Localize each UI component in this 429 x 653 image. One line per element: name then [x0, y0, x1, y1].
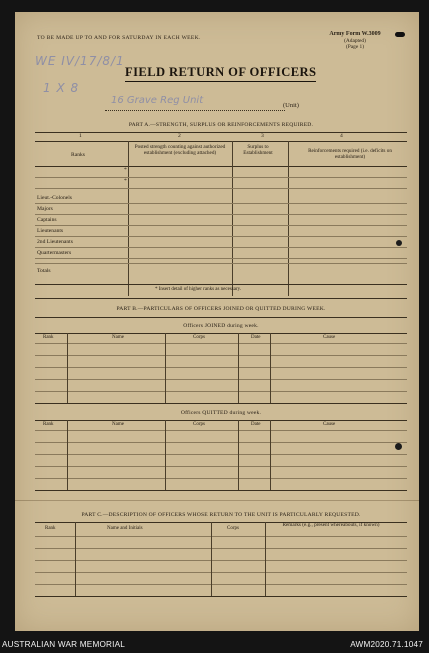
fold-line — [15, 500, 419, 501]
grid-line — [35, 247, 407, 248]
page-title: FIELD RETURN OF OFFICERS — [125, 65, 316, 82]
column-divider — [75, 522, 76, 596]
form-adapted: (Adapted) — [344, 37, 366, 44]
grid-line — [35, 367, 407, 368]
grid-line — [35, 214, 407, 215]
archive-id: AWM2020.71.1047 — [350, 640, 423, 649]
grid-line — [35, 584, 407, 585]
col-header-cause: Cause — [323, 335, 336, 340]
divider — [35, 284, 407, 285]
col-header-date: Date — [251, 335, 261, 340]
grid-line — [35, 263, 407, 264]
col-number-3: 3 — [261, 133, 264, 139]
asterisk-mark: * — [124, 178, 127, 184]
grid-line — [35, 536, 407, 537]
column-divider — [165, 420, 166, 490]
quitted-title: Officers QUITTED during week. — [180, 410, 262, 416]
grid-line — [35, 343, 407, 344]
col-header-corps: Corps — [227, 526, 239, 531]
grid-line — [35, 177, 407, 178]
col-header-rank: Rank — [45, 526, 56, 531]
column-divider — [270, 420, 271, 490]
rank-row-label: Lieutenants — [37, 228, 64, 234]
column-divider — [67, 333, 68, 403]
grid-line — [35, 572, 407, 573]
column-divider — [238, 420, 239, 490]
grid-line — [35, 560, 407, 561]
footnote: * Insert detail of higher ranks as necessary. — [155, 287, 242, 292]
handwritten-reference: WE IV/17/8/1 — [35, 54, 125, 68]
col-number-2: 2 — [178, 133, 181, 139]
divider — [35, 141, 407, 142]
col-header-rank: Rank — [43, 335, 54, 340]
reinforcements-header: Reinforcements required (i.e. deficits on establishment) — [308, 148, 392, 160]
surplus-header: Surplus to Establishment — [243, 144, 273, 156]
grid-line — [35, 548, 407, 549]
column-divider — [232, 141, 233, 296]
ranks-header: Ranks — [71, 152, 85, 158]
grid-line — [35, 188, 407, 189]
asterisk-mark: * — [124, 167, 127, 173]
divider — [35, 317, 407, 318]
divider — [35, 166, 407, 167]
divider — [35, 298, 407, 299]
grid-line — [35, 478, 407, 479]
grid-line — [35, 379, 407, 380]
divider — [35, 132, 407, 133]
archive-caption: AUSTRALIAN WAR MEMORIAL — [2, 640, 126, 649]
paper-clip-mark — [395, 32, 405, 37]
posted-header: Posted strength counting against authorized establishment (excluding attached) — [134, 144, 226, 156]
grid-line — [35, 355, 407, 356]
rank-row-label: Majors — [37, 206, 53, 212]
handwritten-unit-name: 16 Grave Reg Unit — [111, 95, 204, 106]
divider — [35, 333, 407, 334]
grid-line — [35, 258, 407, 259]
col-header-name: Name — [112, 422, 124, 427]
column-divider — [211, 522, 212, 596]
instruction-line: TO BE MADE UP TO AND FOR SATURDAY IN EACH WEEK. — [37, 35, 201, 41]
column-divider — [238, 333, 239, 403]
handwritten-sub-reference: 1 X 8 — [43, 81, 80, 95]
column-divider — [270, 333, 271, 403]
document-sheet — [15, 12, 419, 631]
col-header-rank: Rank — [43, 422, 54, 427]
totals-label: Totals — [37, 268, 51, 274]
rank-row-label: 2nd Lieutenants — [37, 239, 73, 245]
part-c-title: PART C.—DESCRIPTION OF OFFICERS WHOSE RETURN TO THE UNIT IS PARTICULARLY REQUESTED. — [81, 512, 361, 518]
grid-line — [35, 391, 407, 392]
form-number — [325, 31, 385, 51]
divider — [35, 420, 407, 421]
grid-line — [35, 454, 407, 455]
col-header-corps: Corps — [193, 335, 205, 340]
col-header-name: Name — [112, 335, 124, 340]
divider — [35, 490, 407, 491]
divider — [35, 596, 407, 597]
punch-hole — [395, 443, 402, 450]
divider — [35, 403, 407, 404]
grid-line — [35, 466, 407, 467]
joined-title: Officers JOINED during week. — [183, 323, 259, 329]
col-number-4: 4 — [340, 133, 343, 139]
col-header-name-initials: Name and Initials — [107, 526, 143, 531]
col-number-1: 1 — [79, 133, 82, 139]
grid-line — [35, 236, 407, 237]
col-header-corps: Corps — [193, 422, 205, 427]
rank-row-label: Captains — [37, 217, 57, 223]
punch-hole — [396, 240, 402, 246]
unit-label: (Unit) — [283, 102, 299, 109]
column-divider — [288, 141, 289, 296]
form-page: (Page 1) — [345, 44, 365, 50]
grid-line — [35, 430, 407, 431]
col-header-cause: Cause — [323, 422, 336, 427]
rank-row-label: Lieut.-Colonels — [37, 195, 72, 201]
part-a-title: PART A.—STRENGTH, SURPLUS OR REINFORCEMENTS REQUIRED. — [128, 122, 314, 128]
column-divider — [265, 522, 266, 596]
form-number-label: Army Form W.3009 — [329, 31, 381, 37]
rank-row-label: Quartermasters — [37, 250, 72, 256]
grid-line — [35, 442, 407, 443]
unit-underline — [105, 110, 285, 111]
part-b-title: PART B.—PARTICULARS OF OFFICERS JOINED OR QUITTED DURING WEEK. — [116, 306, 326, 312]
col-header-date: Date — [251, 422, 261, 427]
column-divider — [128, 141, 129, 296]
grid-line — [35, 225, 407, 226]
column-divider — [165, 333, 166, 403]
grid-line — [35, 203, 407, 204]
col-header-remarks: Remarks (e.g., present whereabouts, if known) — [282, 522, 380, 528]
column-divider — [67, 420, 68, 490]
